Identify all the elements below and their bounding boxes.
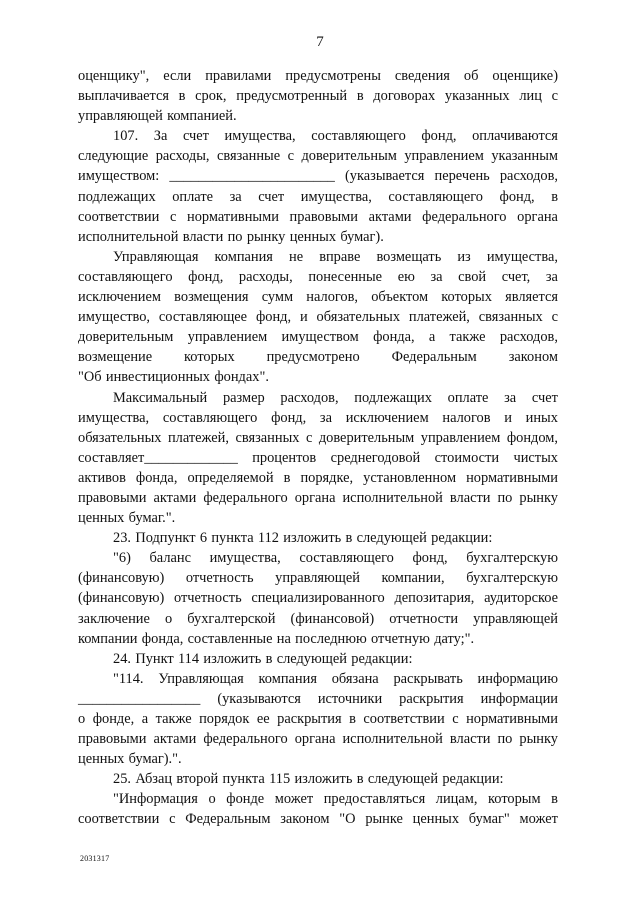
footer-code: 2031317 [80,854,110,863]
word: федерального [203,731,288,748]
word: бумаг" [468,811,510,828]
word: _______________________ [169,168,335,185]
word: является [505,289,558,306]
word: ее [256,711,270,727]
word: редакции: [431,530,493,547]
word: возмещение [78,349,153,366]
word: нормативными [466,469,558,486]
word: которым [488,791,541,808]
word: из [457,248,471,265]
word: о [208,791,216,808]
word: за [504,389,517,406]
word: обязательных [316,309,401,326]
word: в [356,88,364,105]
word: (финансовую) [78,590,165,607]
word: исполнительной [342,489,443,506]
word: в [349,711,356,727]
word: "Информация [113,791,198,808]
word: заключение [78,610,150,627]
text-line [78,267,558,287]
word: в [551,188,558,205]
word: актами [368,208,412,225]
word: имущество, [78,309,150,326]
word: с [551,88,558,105]
text-line [78,789,558,809]
word: порядок [199,711,250,727]
text-line [78,488,558,508]
word: составляющего [78,268,173,285]
word: рынке [365,811,403,828]
word: о [164,610,173,627]
word: фонда, [373,329,415,346]
word: федерального [203,489,288,506]
word: составляющее [158,309,248,326]
word: федерального [422,208,507,225]
word: лицам, [435,791,478,808]
word: понесенные [308,268,383,285]
word: (указываются [217,690,301,707]
text-line [78,729,558,749]
text-line [78,327,558,347]
word: в [265,650,273,667]
word: в [551,791,558,808]
word: правовыми [78,731,147,748]
word: Управляющая [158,670,244,687]
text-line [78,769,558,789]
word: а [141,711,149,727]
word: связанные [216,148,281,165]
word: актами [153,489,197,506]
word: исключением [78,289,161,306]
word: с [169,811,176,828]
word: исключением [345,409,429,426]
word: второй [176,771,219,788]
word: компания [258,670,317,687]
text-line [78,367,558,387]
word: управлением [420,429,501,446]
word: оплате [172,188,214,205]
word: стоимости [434,449,500,466]
word: Абзац [135,771,173,788]
word: 23. [113,530,131,547]
word: фондах". [214,369,269,386]
word: специализированного [251,590,385,607]
word: с [551,309,558,326]
text-line [78,287,558,307]
text-line [78,307,558,327]
word: исполнительной [342,731,443,748]
text-line [78,709,558,729]
word: рынку [519,489,558,506]
word: последнюю [295,630,367,647]
word: фонде, [92,711,135,727]
word: платежей, [408,309,470,326]
word: если [163,68,192,84]
word: органа [294,731,336,748]
word: Подпункт [135,530,196,547]
word: за [319,409,332,426]
word: оценщике) [492,68,558,84]
word: среднегодовой [330,449,421,466]
word: следующей [276,650,347,667]
word: договорах [373,88,436,105]
word: За [153,128,168,145]
word: редакции: [351,650,413,667]
word: связанных [478,309,543,326]
word: раскрытия [399,690,464,707]
word: фонда, [135,469,178,486]
word: изложить [294,771,353,788]
word: налогов [442,409,491,426]
word: счет, [501,268,531,285]
word: бухгалтерскую [466,550,558,567]
word: 114 [178,650,200,667]
word: выплачивается [78,88,169,105]
word: имущества, [486,248,558,265]
word: управляющей [78,108,163,125]
text-line [78,106,558,126]
word: подлежащих [78,188,156,205]
word: может [519,811,558,828]
word: нормативными [187,208,279,225]
word: инвестиционных [105,369,211,386]
word: бумаг).". [128,751,182,768]
word: расходов, [499,168,558,185]
word: компанией. [167,108,237,125]
word: следующей [356,530,427,547]
word: составляющего [311,128,406,145]
text-line [78,508,558,528]
word: фондом, [506,429,558,446]
text-line [78,66,558,86]
text-line [78,347,558,367]
word: может [274,791,314,808]
word: Пункт [135,650,174,667]
word: доверительным [318,429,415,446]
word: с [287,148,294,165]
word: компания [214,248,273,265]
word: в [345,530,353,547]
word: объектом [371,289,429,306]
word: имуществом: [78,168,160,185]
word: перечень [434,168,490,185]
word: возмещения [174,289,249,306]
word: предусмотренный [236,88,348,105]
word: предусмотрены [285,68,381,84]
text-line [78,247,558,267]
word: которых [441,289,492,306]
word: фонд, [499,188,535,205]
word: счет [182,128,209,145]
word: законом [508,349,558,366]
word: _________________ [78,690,201,707]
word: за [545,268,558,285]
word: обязательных [78,429,162,446]
word: за [430,268,443,285]
word: отчетности [389,610,459,627]
word: 112 [257,530,279,547]
word: исполнительной [78,228,179,245]
word: имущества, [78,409,150,426]
word: оценщику", [78,68,150,84]
word: за [229,188,242,205]
word: составляющего [388,188,483,205]
word: Максимальный [113,389,208,406]
word: информации [480,690,558,707]
word: аудиторское [484,590,558,607]
word: и [504,409,512,426]
text-line [78,468,558,488]
text-line [78,126,558,146]
word: с [452,711,459,727]
word: баланс [149,550,191,567]
word: "Об [78,369,102,386]
word: рынку [246,228,286,245]
word: составленные [187,630,273,647]
word: фонд, [271,409,307,426]
word: налогов, [306,289,359,306]
word: "О [339,811,356,828]
word: редакции: [442,771,504,788]
word: определяемой [187,469,274,486]
word: порядке, [300,469,354,486]
word: свой [458,268,487,285]
word: соответствии [363,711,445,727]
word: пункта [222,771,265,788]
word: имущества, [209,550,281,567]
document-body [78,66,558,830]
word: ценных [289,228,337,245]
word: в [283,469,291,486]
word: правилами [205,68,272,84]
word: раскрывать [393,670,463,687]
word: лиц [519,88,542,105]
word: ценных [78,751,125,768]
word: в [178,88,186,105]
word: источники [317,690,383,707]
text-line [78,86,558,106]
word: управляющей [275,570,360,587]
text-line [78,207,558,227]
word: доверительным [301,148,397,165]
word: также [449,329,486,346]
word: счет [531,389,558,406]
word: а [428,329,436,346]
word: изложить [203,650,262,667]
word: изложить [283,530,342,547]
word: ею [397,268,415,285]
word: 115 [269,771,291,788]
word: 24. [113,650,131,667]
word: следующей [367,771,439,788]
word: фонд, [412,550,448,567]
word: соответствии [78,811,160,828]
word: предусмотрено [266,349,360,366]
text-line [78,166,558,186]
word: 6 [199,530,208,547]
word: платежей, [167,429,229,446]
word: предоставляться [323,791,426,808]
word: отчетную [371,630,430,647]
word: установленном [363,469,457,486]
word: (финансовой) [290,610,375,627]
word: фонда, [141,630,184,647]
word: бухгалтерскую [466,570,558,587]
text-line [78,669,558,689]
word: фонд, [421,128,457,145]
word: законом [280,811,330,828]
word: управлением [187,329,268,346]
word: активов [78,469,126,486]
word: Федеральным [391,349,477,366]
word: раскрытия [277,711,342,727]
word: власти [449,731,491,748]
word: срок, [195,88,227,105]
word: управлением [404,148,484,165]
word: "6) [113,550,131,567]
word: расходов, [499,329,558,346]
word: органа [294,489,336,506]
word: в [356,771,364,788]
word: управляющей [473,610,558,627]
word: возмещать [376,248,442,265]
word: органа [517,208,558,225]
word: власти [449,489,491,506]
word: по [497,731,513,748]
word: имущества, [300,188,372,205]
word: составляющего [162,409,258,426]
word: указанным [491,148,558,165]
word: 25. [113,771,131,788]
word: ценных [78,510,125,527]
word: оплате [447,389,489,406]
word: о [78,711,86,727]
text-line [78,548,558,568]
word: информацию [477,670,558,687]
word: также [155,711,192,727]
word: счет [258,188,285,205]
word: и [299,309,308,326]
word: компании [78,630,138,647]
text-line [78,428,558,448]
text-line [78,227,558,247]
word: расходов, [280,389,339,406]
text-line [78,528,558,548]
word: Управляющая [113,248,199,265]
word: имущества, [224,128,296,145]
text-line [78,388,558,408]
word: сумм [261,289,294,306]
word: расходы, [238,268,293,285]
word: следующие [78,148,149,165]
word: которых [184,349,235,366]
word: процентов [252,449,317,466]
page-number: 7 [316,34,324,50]
word: составляющего [299,550,394,567]
text-line [78,629,558,649]
text-line [78,187,558,207]
word: бухгалтерской [187,610,276,627]
word: чистых [513,449,558,466]
word: имуществом [281,329,359,346]
word: бумаг). [340,228,384,245]
word: нормативными [466,711,558,727]
word: отчетность [173,590,242,607]
word: правовыми [289,208,358,225]
word: бумаг.". [128,510,176,527]
word: компании, [381,570,445,587]
word: рынку [519,731,558,748]
word: на [276,630,291,647]
word: вправе [319,248,361,265]
word: фонде [226,791,265,808]
word: актами [153,731,197,748]
text-line [78,649,558,669]
word: расходы, [155,148,210,165]
word: не [289,248,304,265]
text-line [78,609,558,629]
word: с [305,429,313,446]
word: с [169,208,177,225]
word: подлежащих [354,389,432,406]
word: "114. [113,670,144,687]
word: указанных [444,88,510,105]
word: Федеральным [185,811,271,828]
word: 107. [113,128,139,145]
word: по [227,228,243,245]
word: об [463,68,479,84]
text-line [78,568,558,588]
word: депозитария, [394,590,475,607]
text-line [78,408,558,428]
word: правовыми [78,489,147,506]
word: размер [222,389,265,406]
word: власти [182,228,224,245]
word: фонд, [188,268,224,285]
text-line [78,689,558,709]
word: сведения [394,68,450,84]
word: связанных [235,429,300,446]
word: доверительным [78,329,174,346]
word: по [497,489,513,506]
word: фонд, [255,309,292,326]
word: иных [525,409,558,426]
word: пункта [211,530,254,547]
text-line [78,146,558,166]
word: ценных [412,811,460,828]
word: (финансовую) [78,570,165,587]
text-line [78,448,558,468]
text-line [78,809,558,829]
word: соответствии [78,208,160,225]
word: составляет_____________ [78,449,238,466]
text-line [78,749,558,769]
word: дату;". [434,630,475,647]
text-line [78,588,558,608]
word: (указывается [345,168,425,185]
word: обязана [331,670,379,687]
word: отчетность [185,570,254,587]
word: оплачиваются [472,128,558,145]
